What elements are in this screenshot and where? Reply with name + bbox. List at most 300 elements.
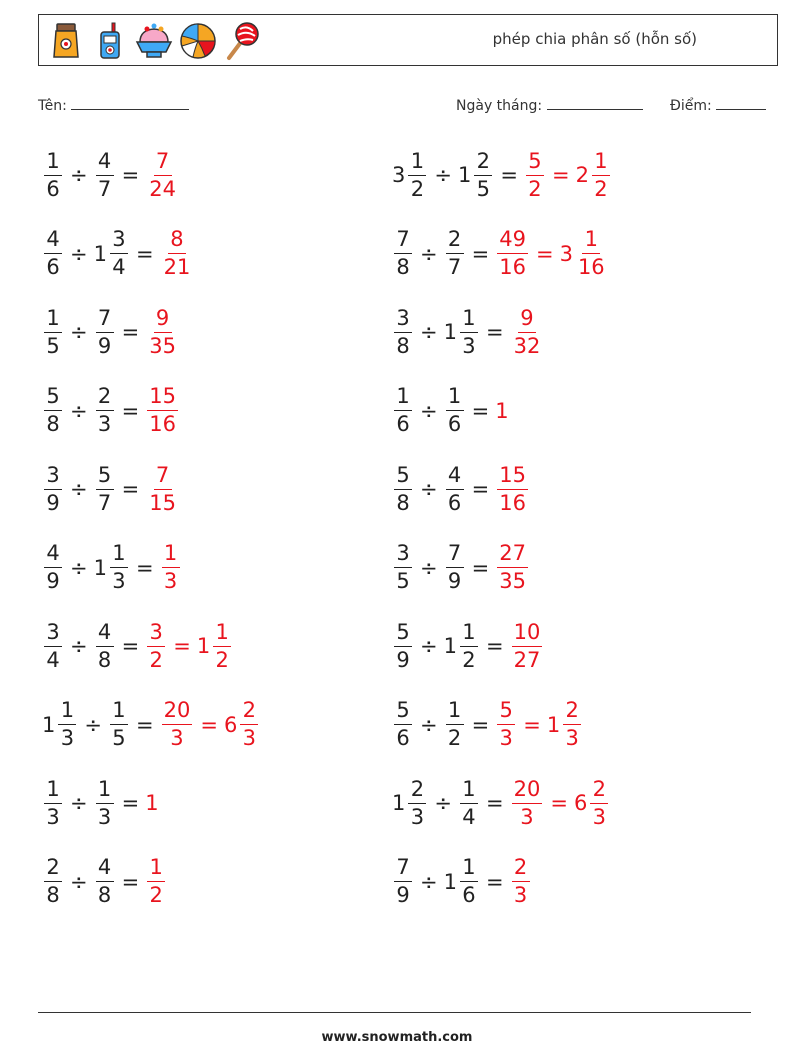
answer-denominator: 3 — [565, 726, 579, 750]
dividend-numerator: 7 — [394, 857, 412, 882]
answer-numerator: 8 — [168, 229, 186, 254]
equals-sign: = — [471, 712, 490, 737]
answer-denominator: 21 — [163, 255, 191, 279]
answer — [160, 229, 195, 278]
dividend-denominator: 2 — [410, 176, 425, 201]
answer-numerator: 7 — [154, 465, 172, 490]
divisor-denominator: 8 — [97, 883, 112, 907]
answer-denominator: 16 — [577, 255, 605, 279]
equals-sign: = — [121, 634, 140, 658]
dividend-fraction — [394, 462, 412, 515]
divisor-fraction — [446, 543, 464, 592]
dividend-fraction — [408, 148, 426, 201]
dividend-fraction — [58, 700, 76, 749]
divisor-fraction — [110, 543, 128, 592]
answer-fraction — [526, 148, 544, 201]
divide-sign: ÷ — [420, 712, 438, 737]
footer-url: www.snowmath.com — [321, 1030, 473, 1045]
footer-divider — [38, 1012, 751, 1013]
problem-item — [42, 145, 180, 205]
divide-sign: ÷ — [420, 241, 438, 266]
problem-item — [392, 616, 544, 676]
problem-item — [42, 381, 180, 441]
date-field — [456, 95, 643, 114]
dividend-denominator: 8 — [396, 255, 410, 279]
divisor-numerator: 3 — [110, 229, 128, 254]
answer-whole: 6 — [573, 791, 588, 815]
divisor-fraction — [446, 229, 464, 278]
dividend-numerator: 3 — [394, 543, 412, 568]
answer-fraction — [147, 148, 178, 201]
beach-ball-icon — [177, 20, 219, 62]
answer-denominator: 3 — [163, 569, 178, 593]
equals-sign: = — [135, 241, 154, 266]
divisor-fraction — [460, 305, 478, 358]
answer-denominator: 16 — [499, 255, 526, 279]
date-blank[interactable] — [547, 95, 643, 110]
dividend-fraction — [44, 148, 62, 201]
divisor-fraction — [110, 229, 128, 278]
dividend-numerator: 5 — [394, 622, 412, 647]
answer-equals-sign: = — [523, 712, 541, 737]
answer — [160, 543, 182, 592]
walkie-talkie-icon — [89, 20, 131, 62]
divisor-numerator: 1 — [446, 386, 464, 411]
divisor-fraction — [460, 857, 478, 906]
problem-item — [392, 695, 583, 755]
answer-denominator: 3 — [242, 726, 256, 750]
answer-fraction — [497, 462, 528, 515]
divisor-denominator: 6 — [447, 490, 462, 515]
answer-numerator: 1 — [213, 622, 231, 647]
dividend-numerator: 1 — [408, 151, 426, 176]
dividend-whole: 1 — [392, 791, 406, 815]
score-blank[interactable] — [716, 95, 766, 110]
equals-sign: = — [135, 712, 154, 737]
score-field — [670, 95, 766, 114]
divisor-numerator: 1 — [460, 622, 478, 647]
answer — [145, 305, 180, 358]
worksheet-title: phép chia phân số (hỗn số) — [492, 30, 697, 48]
dividend-fraction — [44, 543, 62, 592]
answer — [495, 543, 530, 592]
dividend-fraction — [394, 857, 412, 906]
answer-numerator: 49 — [497, 229, 528, 254]
answer-denominator: 3 — [520, 804, 534, 829]
divisor-denominator: 5 — [112, 726, 126, 750]
answer-numerator: 15 — [497, 465, 528, 490]
dividend-fraction — [44, 857, 62, 906]
dividend-denominator: 9 — [396, 647, 410, 672]
answer-denominator: 3 — [499, 726, 513, 750]
dividend-numerator: 4 — [44, 229, 62, 254]
answer-denominator: 27 — [513, 647, 541, 672]
problem-item — [42, 616, 233, 676]
answer — [495, 399, 509, 423]
name-field — [38, 95, 189, 114]
divisor-denominator: 6 — [462, 883, 476, 907]
divisor-numerator: 1 — [460, 857, 478, 882]
divisor-numerator: 1 — [110, 700, 128, 725]
answer-fraction — [512, 776, 543, 829]
divisor-whole: 1 — [443, 869, 457, 894]
dividend-fraction — [44, 305, 62, 358]
dividend-numerator: 5 — [394, 465, 412, 490]
answer-whole: 3 — [559, 241, 573, 266]
dividend-denominator: 5 — [396, 569, 410, 593]
dividend-fraction — [408, 776, 426, 829]
dividend-fraction — [394, 386, 412, 435]
problem-item — [392, 773, 610, 833]
answer-whole: 2 — [575, 163, 589, 187]
divisor-whole: 1 — [443, 320, 457, 344]
dividend-fraction — [44, 386, 62, 435]
dividend-numerator: 3 — [44, 465, 62, 490]
answer-denominator: 2 — [215, 647, 229, 672]
answer-denominator: 3 — [513, 883, 528, 907]
dividend-denominator: 8 — [46, 883, 60, 907]
answer-fraction — [563, 700, 581, 749]
answer-equals-sign: = — [173, 634, 191, 658]
dividend-fraction — [394, 619, 412, 672]
dividend-fraction — [44, 462, 62, 515]
answer — [510, 305, 545, 358]
answer-numerator: 9 — [154, 308, 172, 333]
divisor-numerator: 1 — [446, 700, 464, 725]
divisor-denominator: 2 — [447, 726, 462, 750]
equals-sign: = — [500, 163, 518, 187]
dividend-numerator: 2 — [408, 779, 426, 804]
divide-sign: ÷ — [70, 791, 88, 815]
answer-fraction — [147, 857, 165, 906]
answer — [495, 462, 530, 515]
answer-denominator: 35 — [499, 569, 526, 593]
divisor-numerator: 4 — [446, 465, 464, 490]
answer-fraction — [213, 619, 231, 672]
answer-numerator: 2 — [563, 700, 581, 725]
problem-item — [392, 145, 612, 205]
date-label: Ngày tháng: — [456, 98, 543, 114]
answer — [524, 148, 612, 201]
divisor-numerator: 1 — [110, 543, 128, 568]
answer-numerator: 2 — [240, 700, 258, 725]
divisor-numerator: 1 — [460, 308, 478, 333]
answer-whole: 1 — [546, 712, 561, 737]
answer-denominator: 16 — [499, 490, 526, 515]
divisor-fraction — [96, 305, 114, 358]
answer-denominator: 24 — [149, 176, 176, 201]
equals-sign: = — [471, 555, 490, 580]
answer — [160, 700, 261, 749]
divide-sign: ÷ — [434, 163, 452, 187]
dividend-denominator: 9 — [46, 490, 60, 515]
equals-sign: = — [121, 791, 140, 815]
problem-item — [42, 302, 180, 362]
answer-numerator: 20 — [162, 700, 193, 725]
divisor-fraction — [446, 462, 464, 515]
problem-item — [42, 773, 160, 833]
dividend-denominator: 8 — [396, 490, 410, 515]
dividend-numerator: 1 — [394, 386, 412, 411]
problem-item — [392, 302, 544, 362]
equals-sign: = — [121, 398, 140, 423]
dividend-fraction — [44, 776, 62, 829]
equals-sign: = — [485, 634, 504, 658]
dividend-numerator: 7 — [394, 229, 412, 254]
dividend-denominator: 6 — [396, 726, 410, 750]
dividend-fraction — [394, 229, 412, 278]
dividend-numerator: 1 — [44, 308, 62, 333]
answer-fraction — [592, 148, 610, 201]
divide-sign: ÷ — [70, 241, 88, 266]
divide-sign: ÷ — [70, 398, 88, 423]
divide-sign: ÷ — [420, 869, 438, 894]
answer-numerator: 9 — [518, 308, 536, 333]
divisor-fraction — [96, 857, 114, 906]
divisor-whole: 1 — [93, 241, 107, 266]
dividend-numerator: 2 — [44, 857, 62, 882]
divisor-numerator: 1 — [460, 779, 478, 804]
divisor-denominator: 3 — [97, 412, 112, 436]
answer-denominator: 3 — [170, 726, 184, 750]
divisor-fraction — [96, 148, 114, 201]
dividend-numerator: 3 — [44, 622, 62, 647]
problem-item — [392, 381, 510, 441]
divisor-numerator: 2 — [96, 386, 114, 411]
answer — [510, 857, 532, 906]
answer-fraction — [147, 386, 178, 435]
answer-fraction — [162, 229, 193, 278]
divisor-fraction — [96, 386, 114, 435]
divisor-denominator: 8 — [97, 647, 112, 672]
divisor-fraction — [446, 386, 464, 435]
dividend-whole: 1 — [42, 712, 56, 737]
divide-sign: ÷ — [70, 163, 88, 187]
divisor-denominator: 7 — [447, 255, 462, 279]
dividend-denominator: 8 — [396, 333, 410, 358]
divide-sign: ÷ — [70, 634, 88, 658]
divisor-fraction — [110, 700, 128, 749]
dividend-denominator: 3 — [46, 804, 60, 829]
answer — [145, 791, 159, 815]
answer-denominator: 15 — [149, 490, 176, 515]
dividend-numerator: 1 — [44, 779, 62, 804]
worksheet-header — [38, 14, 778, 66]
answer-whole: 1 — [196, 634, 211, 658]
problem-item — [392, 852, 532, 912]
lollipop-icon — [221, 20, 263, 62]
equals-sign: = — [121, 163, 140, 187]
divisor-fraction — [96, 776, 114, 829]
divisor-fraction — [460, 776, 478, 829]
equals-sign: = — [485, 320, 504, 344]
dividend-numerator: 4 — [44, 543, 62, 568]
divide-sign: ÷ — [70, 320, 88, 344]
divide-sign: ÷ — [70, 869, 88, 894]
name-blank[interactable] — [71, 95, 189, 110]
divide-sign: ÷ — [420, 634, 438, 658]
divide-sign: ÷ — [420, 398, 438, 423]
score-label: Điểm: — [670, 98, 712, 114]
divisor-numerator: 2 — [446, 229, 464, 254]
divisor-fraction — [96, 619, 114, 672]
divisor-numerator: 7 — [446, 543, 464, 568]
answer-numerator: 5 — [497, 700, 515, 725]
answer-denominator: 3 — [592, 804, 606, 829]
answer-equals-sign: = — [551, 163, 570, 187]
divisor-numerator: 4 — [96, 622, 114, 647]
answer-fraction — [512, 619, 543, 672]
equals-sign: = — [485, 869, 504, 894]
answer-denominator: 2 — [149, 883, 163, 907]
answer-fraction — [590, 776, 608, 829]
shaved-ice-icon — [133, 20, 175, 62]
answer-fraction — [512, 857, 530, 906]
divide-sign: ÷ — [420, 477, 438, 501]
dividend-fraction — [394, 543, 412, 592]
divisor-denominator: 4 — [462, 804, 476, 829]
problem-item — [392, 459, 530, 519]
answer-fraction — [147, 462, 178, 515]
divisor-denominator: 3 — [112, 569, 126, 593]
answer-numerator: 2 — [512, 857, 530, 882]
answer-numerator: 2 — [590, 779, 608, 804]
answer-fraction — [162, 543, 180, 592]
dividend-denominator: 4 — [46, 647, 60, 672]
answer — [145, 857, 167, 906]
divisor-whole: 1 — [93, 555, 107, 580]
answer-numerator: 1 — [592, 151, 610, 176]
answer-equals-sign: = — [535, 241, 554, 266]
dividend-denominator: 6 — [46, 176, 60, 201]
answer-fraction — [147, 305, 178, 358]
dividend-denominator: 6 — [396, 412, 410, 436]
answer-numerator: 1 — [147, 857, 165, 882]
divisor-fraction — [474, 148, 492, 201]
divide-sign: ÷ — [420, 320, 438, 344]
divisor-numerator: 4 — [96, 151, 114, 176]
equals-sign: = — [135, 555, 154, 580]
answer-equals-sign: = — [200, 712, 218, 737]
divisor-denominator: 6 — [447, 412, 462, 436]
divisor-whole: 1 — [457, 163, 472, 187]
answer-numerator: 20 — [512, 779, 543, 804]
answer-numerator: 1 — [162, 543, 180, 568]
answer-numerator: 1 — [582, 229, 600, 254]
header-icons — [45, 19, 263, 63]
answer-numerator: 15 — [147, 386, 178, 411]
answer — [510, 619, 545, 672]
problem-item — [42, 459, 180, 519]
answer-denominator: 2 — [594, 176, 608, 201]
dividend-numerator: 1 — [58, 700, 76, 725]
divide-sign: ÷ — [420, 555, 438, 580]
name-label: Tên: — [38, 98, 67, 114]
answer — [495, 229, 608, 278]
divisor-numerator: 2 — [474, 151, 492, 176]
answer-denominator: 2 — [149, 647, 163, 672]
answer — [495, 700, 583, 749]
dividend-numerator: 5 — [44, 386, 62, 411]
divisor-denominator: 2 — [462, 647, 476, 672]
divide-sign: ÷ — [70, 555, 88, 580]
answer-fraction — [512, 305, 543, 358]
answer-whole: 1 — [495, 398, 509, 423]
dividend-denominator: 5 — [46, 333, 60, 358]
dividend-denominator: 9 — [396, 883, 410, 907]
divisor-denominator: 3 — [97, 804, 112, 829]
answer-fraction — [147, 619, 165, 672]
dividend-numerator: 5 — [394, 700, 412, 725]
dividend-denominator: 8 — [46, 412, 60, 436]
equals-sign: = — [121, 477, 140, 501]
problem-item — [42, 695, 260, 755]
dividend-fraction — [394, 700, 412, 749]
divisor-fraction — [446, 700, 464, 749]
divisor-numerator: 7 — [96, 308, 114, 333]
answer-numerator: 5 — [526, 151, 544, 176]
equals-sign: = — [121, 869, 140, 894]
answer — [510, 776, 611, 829]
answer-fraction — [162, 700, 193, 749]
dividend-fraction — [44, 229, 62, 278]
divisor-denominator: 7 — [97, 490, 112, 515]
problem-item — [42, 538, 182, 598]
answer-denominator: 2 — [528, 176, 542, 201]
answer-fraction — [240, 700, 258, 749]
divisor-denominator: 7 — [97, 176, 112, 201]
problem-item — [392, 538, 530, 598]
divisor-denominator: 5 — [476, 176, 491, 201]
dividend-numerator: 3 — [394, 308, 412, 333]
dividend-denominator: 9 — [46, 569, 60, 593]
answer-fraction — [497, 543, 528, 592]
answer-numerator: 27 — [497, 543, 528, 568]
answer-numerator: 3 — [147, 622, 165, 647]
divisor-whole: 1 — [443, 634, 457, 658]
answer-fraction — [497, 700, 515, 749]
problem-item — [42, 852, 167, 912]
answer — [145, 619, 233, 672]
divide-sign: ÷ — [70, 477, 88, 501]
divisor-fraction — [460, 619, 478, 672]
equals-sign: = — [121, 320, 140, 344]
answer — [145, 462, 180, 515]
dividend-whole: 3 — [392, 163, 406, 187]
dividend-fraction — [44, 619, 62, 672]
answer-fraction — [576, 229, 607, 278]
divisor-denominator: 3 — [462, 333, 476, 358]
equals-sign: = — [471, 241, 490, 266]
dividend-numerator: 1 — [44, 151, 62, 176]
equals-sign: = — [471, 398, 490, 423]
answer-denominator: 16 — [149, 412, 176, 436]
divisor-fraction — [96, 462, 114, 515]
divisor-denominator: 9 — [97, 333, 112, 358]
answer-denominator: 32 — [513, 333, 541, 358]
divisor-denominator: 4 — [112, 255, 126, 279]
divisor-denominator: 9 — [447, 569, 462, 593]
problem-item — [42, 224, 194, 284]
divisor-numerator: 5 — [96, 465, 114, 490]
dividend-denominator: 3 — [410, 804, 425, 829]
answer — [145, 386, 180, 435]
answer-numerator: 10 — [512, 622, 543, 647]
answer-whole: 1 — [145, 791, 159, 815]
answer-equals-sign: = — [550, 791, 568, 815]
divisor-numerator: 4 — [96, 857, 114, 882]
answer-denominator: 35 — [149, 333, 176, 358]
